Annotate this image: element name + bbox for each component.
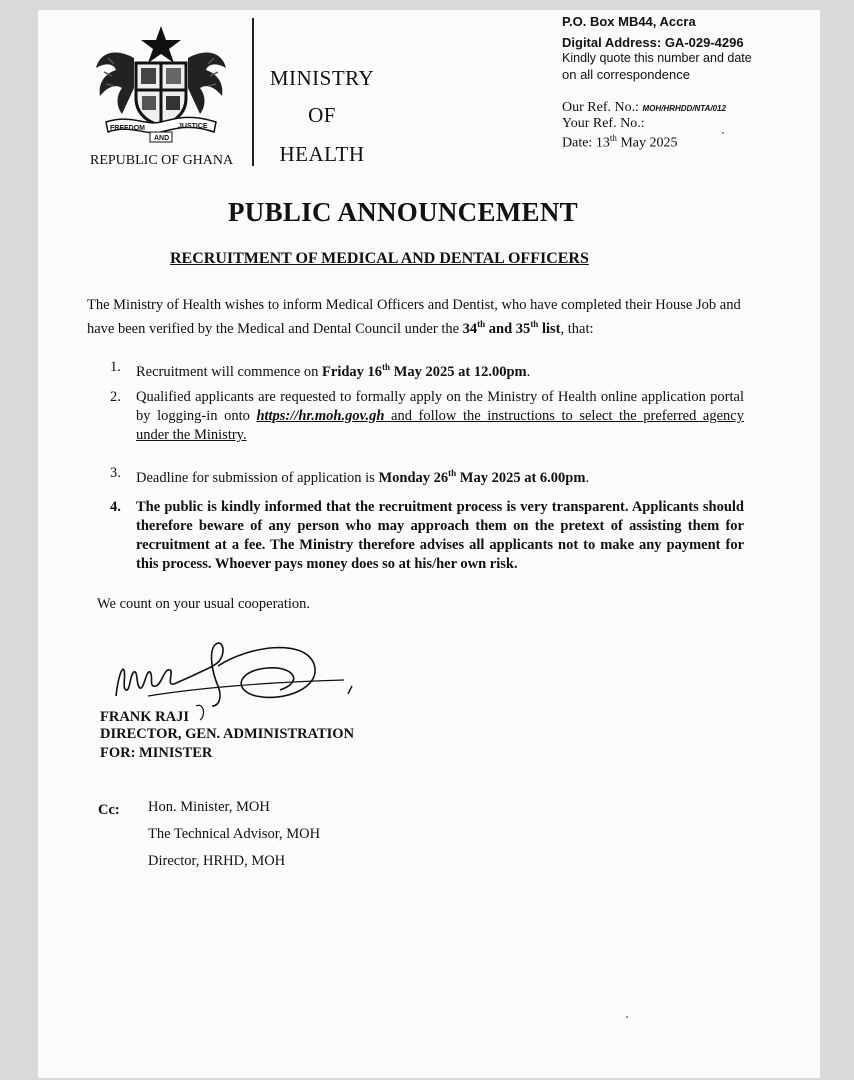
ministry-word-2: OF: [308, 103, 336, 127]
cc-label: Cc:: [98, 802, 120, 818]
quote-instruction-1: Kindly quote this number and date: [562, 51, 752, 65]
page-title: PUBLIC ANNOUNCEMENT: [228, 197, 578, 227]
cc-recipient: The Technical Advisor, MOH: [148, 826, 321, 842]
republic-label: REPUBLIC OF GHANA: [90, 153, 234, 168]
cc-recipient: Director, HRHD, MOH: [148, 853, 286, 869]
motto-and: AND: [154, 135, 170, 142]
your-ref-label: Your Ref. No.:: [562, 116, 645, 131]
speck: [626, 1016, 628, 1018]
motto-justice: JUSTICE: [178, 123, 208, 130]
closing-line: We count on your usual cooperation.: [97, 596, 311, 612]
digital-address: Digital Address: GA-029-4296: [562, 35, 744, 50]
po-box: P.O. Box MB44, Accra: [562, 14, 696, 29]
signatory-title: DIRECTOR, GEN. ADMINISTRATION: [100, 726, 355, 742]
our-ref: [562, 100, 726, 116]
our-ref-label: Our Ref. No.:: [562, 100, 639, 115]
signature-icon: [108, 626, 368, 722]
our-ref-value: MOH/HRHDD/NTA/012: [642, 104, 726, 113]
application-portal-link[interactable]: https://hr.moh.gov.gh: [256, 408, 385, 424]
speck: [722, 132, 724, 134]
quote-instruction-2: on all correspondence: [562, 67, 690, 82]
page-subtitle: RECRUITMENT OF MEDICAL AND DENTAL OFFICERS: [170, 250, 589, 267]
signatory-name: FRANK RAJI: [100, 709, 190, 725]
motto-freedom: FREEDOM: [110, 125, 145, 132]
letterhead-divider: [252, 18, 254, 166]
signatory-for: FOR: MINISTER: [100, 745, 213, 761]
intro-paragraph: The Ministry of Health wishes to inform Medical Officers and Dentist, who have completed their House Job and have been verified by the Medical and Dental Council under the 34th and 35th list, that:: [87, 297, 741, 337]
coat-of-arms-icon: [86, 18, 236, 148]
letter-date: Date: 13th May 2025: [562, 133, 678, 151]
cc-recipient: Hon. Minister, MOH: [148, 799, 270, 815]
ministry-word-1: MINISTRY: [269, 66, 375, 90]
ministry-word-3: HEALTH: [279, 142, 365, 166]
